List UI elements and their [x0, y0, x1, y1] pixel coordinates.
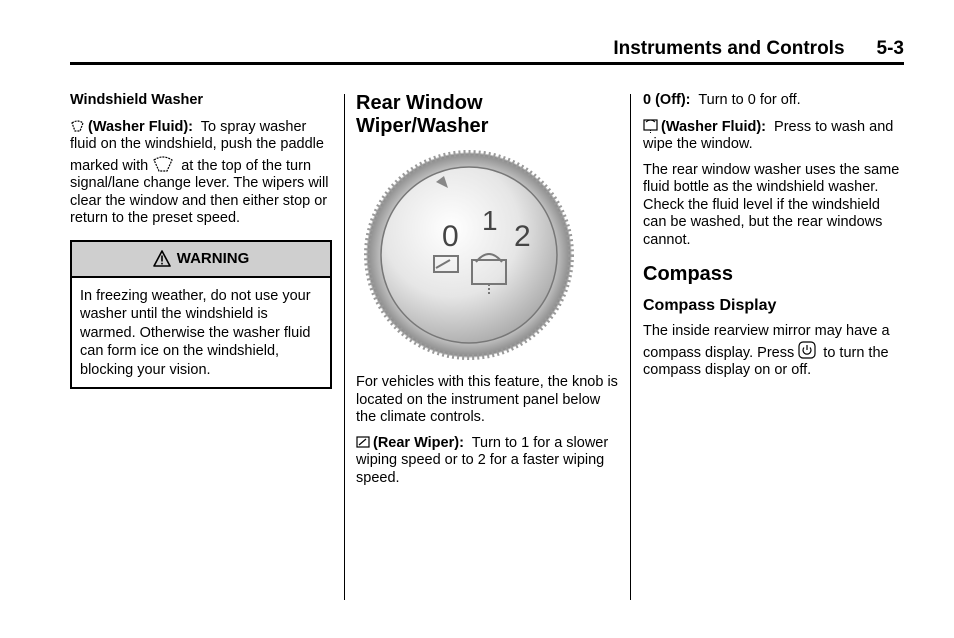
rear-wiper-text: Turn to 1 for a slower wiping speed or to 2 for a faster wiping speed.	[356, 434, 609, 486]
page-number: 5-3	[876, 38, 904, 59]
column-1	[70, 92, 332, 389]
compass-heading: Compass	[643, 263, 734, 285]
power-button-icon	[798, 341, 816, 359]
warning-body: In freezing weather, do not use your washer until the windshield is warmed. Otherwise the washer fluid can form ice on the windshield, blocking your vision.	[80, 287, 311, 378]
washer-text-part1: To spray washer fluid on the windshield, push the paddle marked with	[70, 118, 324, 174]
washer-fluid-icon	[70, 118, 85, 133]
rear-wiper-heading: Rear Window Wiper/Washer	[356, 92, 489, 137]
washer-fluid-label: (Washer Fluid):	[88, 118, 193, 135]
off-text: Turn to 0 for off.	[698, 92, 801, 108]
windshield-washer-paragraph	[70, 118, 332, 228]
off-label: 0 (Off):	[643, 92, 691, 108]
rear-wiper-knob-image	[364, 150, 574, 360]
washer-paddle-icon	[152, 154, 174, 172]
rear-wiper-paragraph	[356, 435, 618, 488]
warning-header	[72, 242, 330, 278]
rear-washer-label: (Washer Fluid):	[661, 118, 766, 135]
washer-text-part2: at the top of the turn signal/lane change lever. The wipers will clear the window and then either stop or return to the preset speed.	[70, 157, 329, 226]
knob-label-0: 0	[442, 220, 459, 253]
windshield-washer-subheading: Windshield Washer	[70, 92, 204, 108]
compass-display-subheading: Compass Display	[643, 297, 777, 314]
rear-washer-paragraph	[643, 118, 905, 154]
column-3	[643, 92, 905, 388]
column-divider-2	[630, 94, 631, 600]
warning-title: WARNING	[176, 249, 250, 267]
page-header	[560, 38, 904, 60]
rear-washer-text: Press to wash and wipe the window.	[643, 118, 894, 152]
rear-washer-note: The rear window washer uses the same fluid bottle as the windshield washer. Check the fluid level if the windshield can be washed, but the rear windows cannot.	[643, 161, 900, 248]
rear-wiper-icon	[356, 435, 370, 449]
compass-text-part2: to turn the compass display on or off.	[643, 344, 889, 378]
rear-washer-icon	[643, 118, 658, 133]
rear-wiper-intro: For vehicles with this feature, the knob is located on the instrument panel below the climate controls.	[356, 374, 618, 425]
section-title: Instruments and Controls	[613, 38, 845, 59]
warning-triangle-icon	[153, 250, 171, 267]
compass-text-part1: The inside rearview mirror may have a compass display. Press	[643, 323, 890, 361]
off-paragraph	[643, 92, 905, 110]
knob-label-2: 2	[514, 220, 531, 253]
knob-label-1: 1	[482, 205, 498, 236]
compass-paragraph	[643, 323, 905, 380]
column-2	[356, 92, 618, 495]
rear-wiper-label: (Rear Wiper):	[373, 434, 464, 451]
header-rule	[70, 62, 904, 65]
warning-box	[70, 240, 332, 390]
column-divider-1	[344, 94, 345, 600]
